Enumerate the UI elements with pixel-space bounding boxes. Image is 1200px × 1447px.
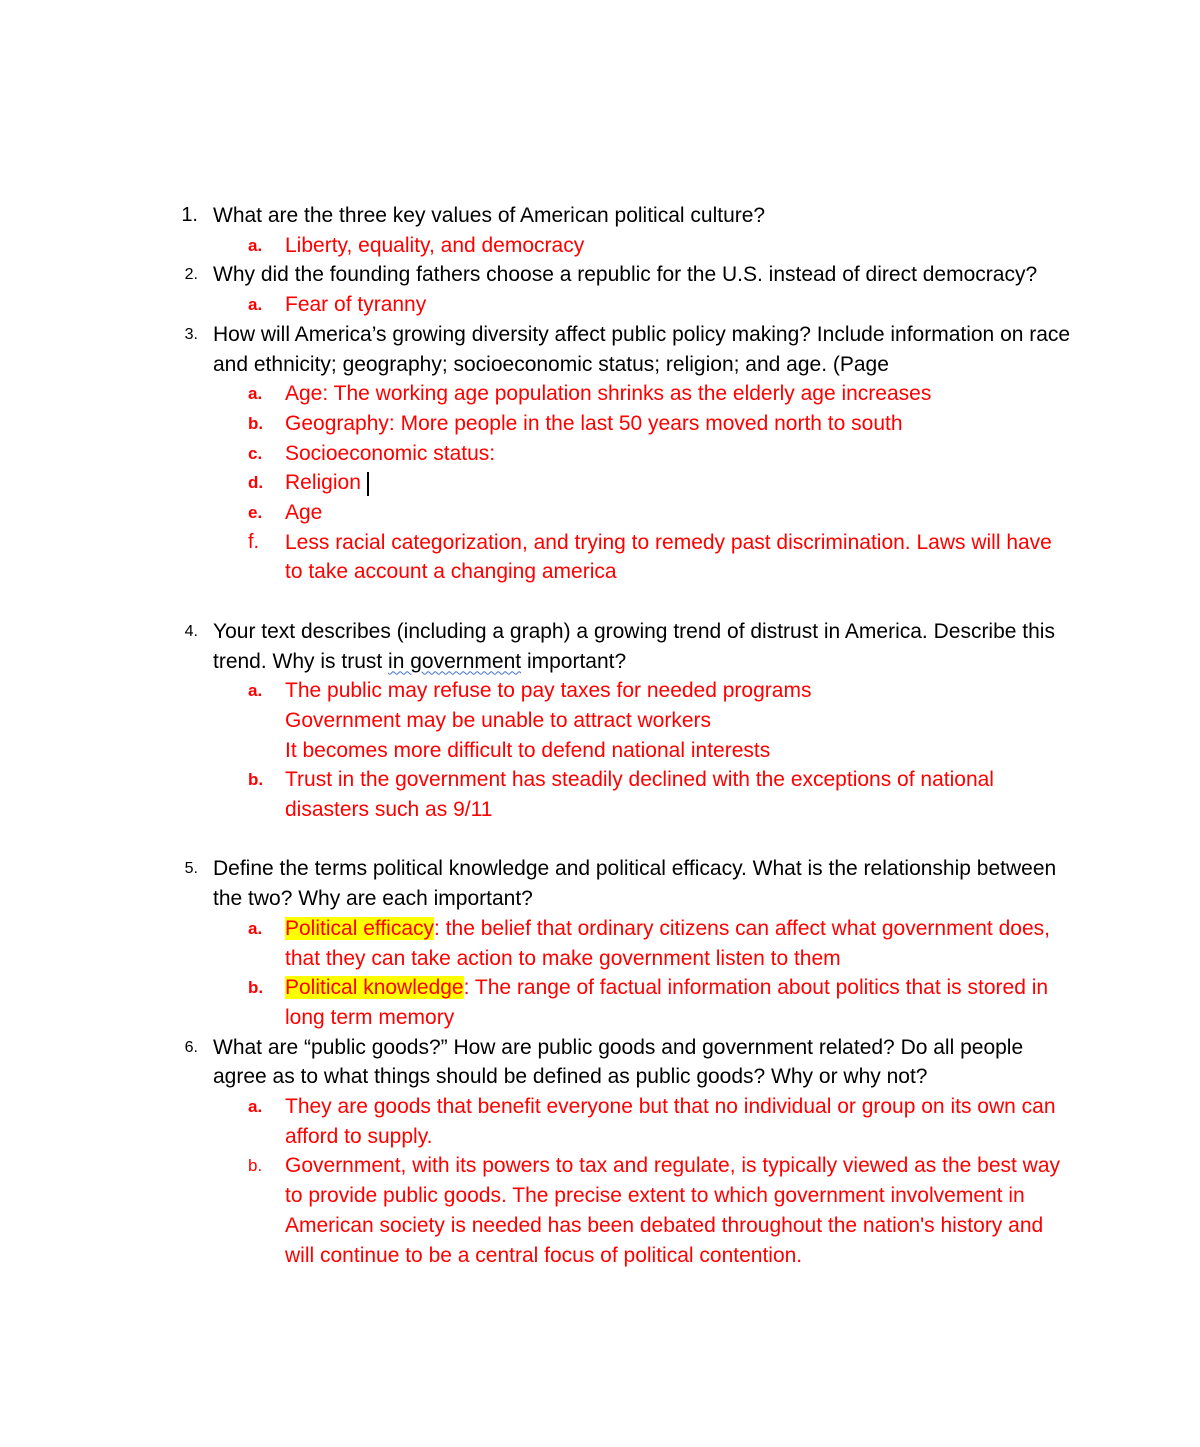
answer-letter: b. [248,413,264,433]
answer-line[interactable]: It becomes more difficult to defend national interests [285,738,771,762]
question-text[interactable]: What are “public goods?” How are public goods and government related? Do all people agree as to what things should be defined as public goods? Why or why not? [213,1035,1024,1089]
answer-letter: f. [248,530,260,553]
question-number: 5. [184,860,198,878]
question-4 [0,617,1073,676]
answer-letter: a. [248,295,263,315]
question-1 [0,201,1073,231]
answer-1a [0,231,1075,261]
document-page [0,201,1200,1270]
question-6 [0,1033,1073,1092]
answer-text[interactable]: Age [285,501,323,525]
answer-4b [0,765,1075,824]
question-number: 4. [184,622,198,640]
question-number: 6. [184,1038,198,1056]
question-2 [0,260,1073,290]
answer-letter: a. [248,235,263,255]
answer-text[interactable]: : The range of factual information about politics that is stored in long term memory [285,976,1049,1029]
text-cursor [367,472,369,496]
answer-text[interactable]: : the belief that ordinary citizens can affect what government does, that they can take action to make government listen to them [285,916,1050,970]
answer-letter: c. [248,443,263,463]
answer-letter: a. [248,1097,263,1117]
answer-text[interactable]: Religion [285,471,361,495]
answer-line[interactable]: Government may be unable to attract workers [285,708,712,732]
answer-letter: b. [248,1156,263,1176]
answer-text[interactable]: Less racial categorization, and trying to remedy past discrimination. Laws will have to take account a changing america [285,530,1052,584]
blank-line [0,825,1200,855]
answer-2a [0,290,1075,320]
highlighted-term[interactable]: Political efficacy [285,916,435,940]
answer-3a [0,379,1075,409]
answer-5b [0,973,1075,1032]
answer-text[interactable]: Socioeconomic status: [285,441,496,465]
question-text[interactable]: Why did the founding fathers choose a republic for the U.S. instead of direct democracy? [213,263,1038,287]
question-text[interactable]: What are the three key values of American political culture? [213,204,766,227]
answer-4a [0,676,1075,765]
answer-line[interactable]: The public may refuse to pay taxes for needed programs [285,679,812,703]
answer-letter: a. [248,918,263,938]
answer-3d [0,468,1075,498]
answer-letter: a. [248,681,263,701]
question-3 [0,320,1073,379]
blank-line [0,587,1200,617]
answer-text[interactable]: Geography: More people in the last 50 years moved north to south [285,411,903,435]
answer-text[interactable]: Trust in the government has steadily declined with the exceptions of national disasters such as 9/11 [285,768,994,822]
answer-letter: e. [248,503,263,523]
answer-3e [0,498,1075,528]
answer-5a [0,914,1075,973]
answer-letter: d. [248,473,264,493]
question-text-start[interactable]: Your text describes (including a graph) a growing trend of distrust in America. Describe this trend. Why is trust [213,619,1055,673]
question-number: 3. [184,325,198,343]
question-text[interactable]: How will America’s growing diversity affect public policy making? Include information on race and ethnicity; geography; socioeconomic status; religion; and age. (Page [213,322,1071,376]
answer-letter: b. [248,978,264,998]
answer-letter: a. [248,384,263,404]
highlighted-term[interactable]: Political knowledge [285,976,464,1000]
answer-text[interactable]: Age: The working age population shrinks as the elderly age increases [285,382,932,406]
answer-6a [0,1092,1075,1151]
question-text-end[interactable]: important? [521,649,627,673]
spellcheck-underline-text[interactable]: in government [388,649,522,673]
question-text[interactable]: Define the terms political knowledge and political efficacy. What is the relationship between the two? Why are each important? [213,857,1057,911]
answer-3c [0,439,1075,469]
answer-letter: b. [248,770,264,790]
answer-text[interactable]: Liberty, equality, and democracy [285,233,585,257]
question-5 [0,854,1073,913]
answer-3f [0,528,1075,587]
answer-3b [0,409,1075,439]
answer-text[interactable]: Fear of tyranny [285,293,427,317]
answer-text[interactable]: Government, with its powers to tax and regulate, is typically viewed as the best way to provide public goods. The precise extent to which government involvement in American society is needed has been debated throughout the nation's history and will continue to be a central focus of political contention. [285,1154,1061,1267]
question-number: 2. [184,266,198,284]
answer-6b [0,1151,1075,1270]
question-number: 1. [181,204,198,226]
answer-text[interactable]: They are goods that benefit everyone but that no individual or group on its own can afford to supply. [285,1095,1056,1148]
